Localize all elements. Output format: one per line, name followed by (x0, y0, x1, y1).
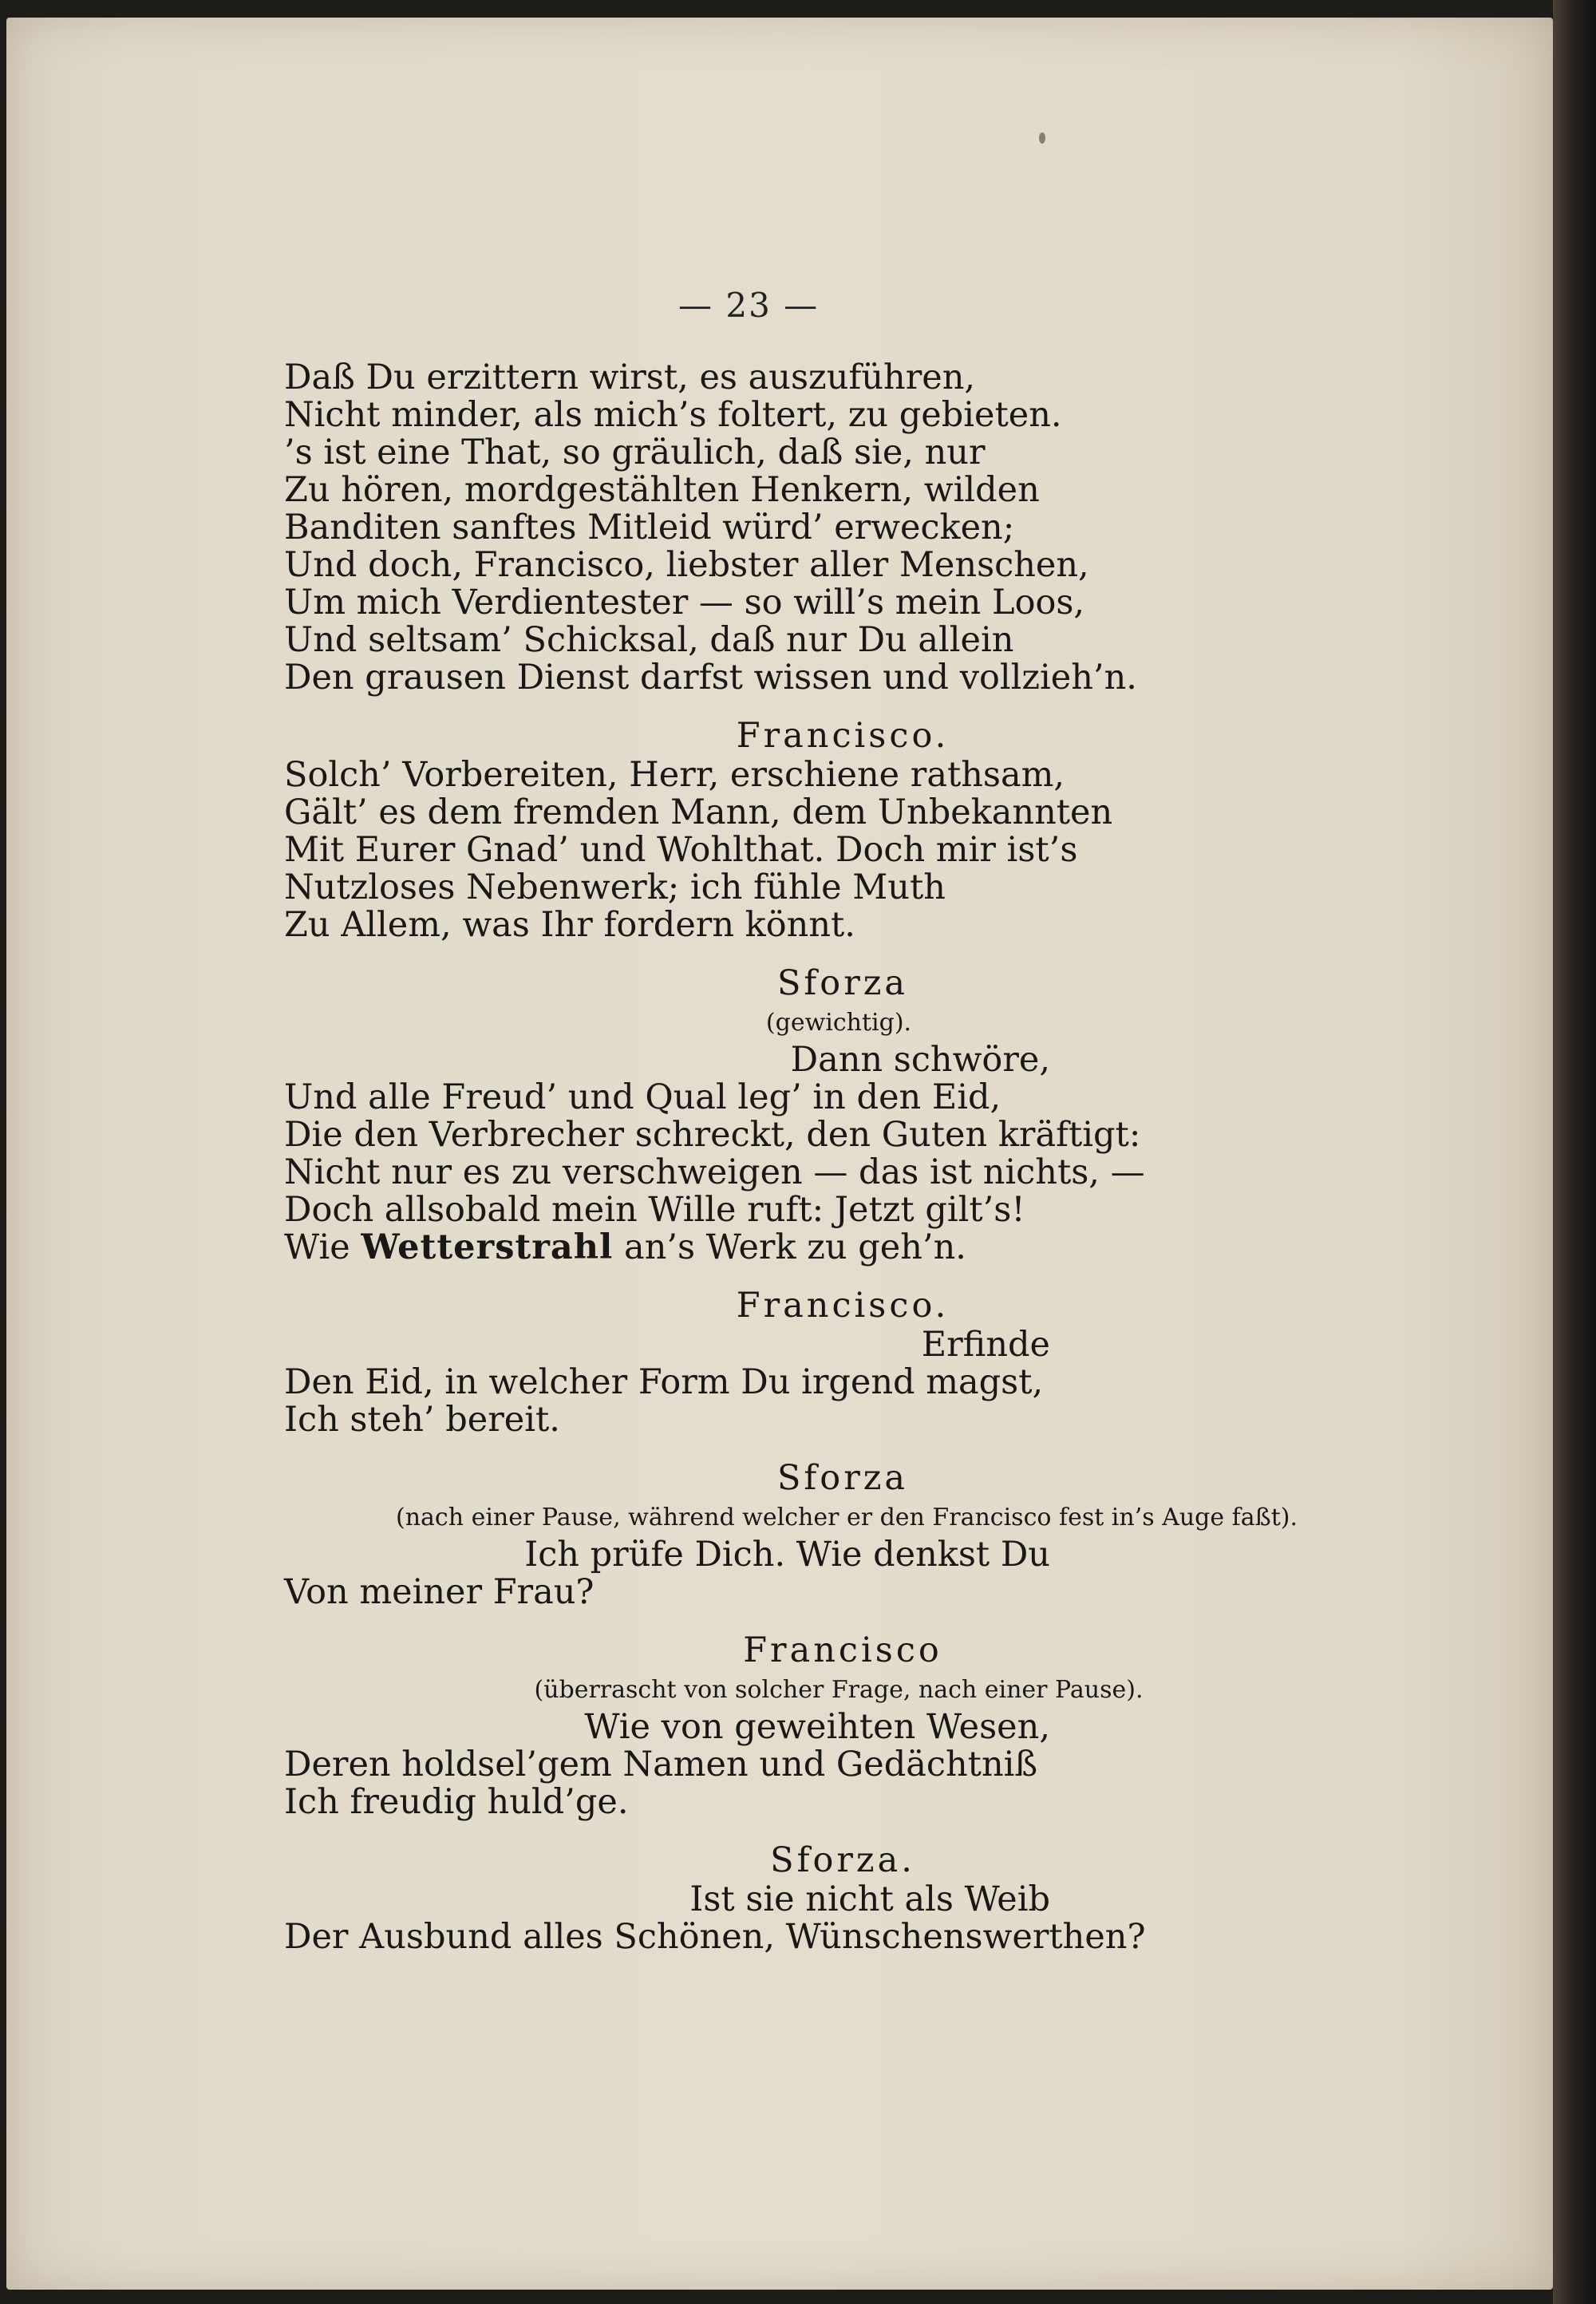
verse-word: an’s Werk zu geh’n. (613, 1227, 966, 1267)
verse-word: Wie (284, 1227, 361, 1267)
verse-line: Und doch, Francisco, liebster aller Menschen, (284, 545, 1089, 585)
verse-line: Um mich Verdientester — so will’s mein Loos, (284, 583, 1085, 622)
verse-line: Den Eid, in welcher Form Du irgend magst, (284, 1362, 1044, 1402)
verse-line: Ich freudig huld’ge. (284, 1782, 629, 1822)
book-spine (1553, 0, 1596, 2304)
verse-line: Zu Allem, was Ihr fordern könnt. (284, 905, 855, 945)
verse-line: Doch allsobald mein Wille ruft: Jetzt gilt’s! (284, 1190, 1025, 1230)
verse-line: Zu hören, mordgestählten Henkern, wilden (284, 470, 1040, 510)
speaker-name: Sforza (776, 1458, 909, 1498)
verse-line: Und alle Freud’ und Qual leg’ in den Eid, (284, 1077, 1001, 1117)
verse-line-continuation: Ich prüfe Dich. Wie denkst Du (524, 1535, 1050, 1575)
verse-line: Mit Eurer Gnad’ und Wohlthat. Doch mir ist’s (284, 830, 1078, 870)
verse-line: Den grausen Dienst darfst wissen und vollzieh’n. (284, 658, 1137, 698)
speaker-name: Sforza (776, 963, 909, 1003)
verse-line: Gält’ es dem fremden Mann, dem Unbekannten (284, 792, 1113, 832)
emphasized-word: Wetterstrahl (361, 1227, 614, 1267)
verse-line (284, 1229, 1282, 1267)
verse-line: Daß Du erzittern wirst, es auszuführen, (284, 358, 976, 397)
stage-direction: (überrascht von solcher Frage, nach einer Pause). (534, 1676, 1144, 1704)
verse-line: Von meiner Frau? (284, 1572, 595, 1612)
page-text (284, 287, 1298, 1957)
speaker-name: Francisco. (736, 716, 950, 756)
verse-line-continuation: Ist sie nicht als Weib (689, 1879, 1050, 1919)
verse-line: Solch’ Vorbereiten, Herr, erschiene rathsam, (284, 755, 1065, 795)
speaker-name: Francisco (743, 1630, 942, 1670)
verse-line: ’s ist eine That, so gräulich, daß sie, nur (284, 433, 986, 472)
verse-line: Nutzloses Nebenwerk; ich fühle Muth (284, 867, 946, 907)
verse-line: Nicht nur es zu verschweigen — das ist nichts, — (284, 1152, 1145, 1192)
verse-line: Der Ausbund alles Schönen, Wünschenswerthen? (284, 1917, 1146, 1957)
verse-line-continuation: Dann schwöre, (790, 1040, 1050, 1080)
ink-spot (1039, 132, 1045, 144)
page-number: — 23 — (678, 286, 820, 325)
verse-line: Die den Verbrecher schreckt, den Guten kräftigt: (284, 1115, 1141, 1155)
verse-line: Und seltsam’ Schicksal, daß nur Du allein (284, 620, 1014, 660)
stage-direction: (nach einer Pause, während welcher er den Francisco fest in’s Auge faßt). (396, 1504, 1298, 1531)
verse-line: Nicht minder, als mich’s foltert, zu gebieten. (284, 395, 1062, 435)
stage-direction: (gewichtig). (765, 1009, 912, 1037)
speaker-name: Sforza. (770, 1840, 915, 1880)
verse-line: Ich steh’ bereit. (284, 1400, 560, 1440)
verse-line-continuation: Erfinde (921, 1325, 1050, 1365)
verse-line: Deren holdsel’gem Namen und Gedächtniß (284, 1745, 1038, 1784)
verse-line: Banditen sanftes Mitleid würd’ erwecken; (284, 508, 1015, 547)
speaker-name: Francisco. (736, 1286, 950, 1326)
verse-line-continuation: Wie von geweihten Wesen, (584, 1707, 1050, 1747)
